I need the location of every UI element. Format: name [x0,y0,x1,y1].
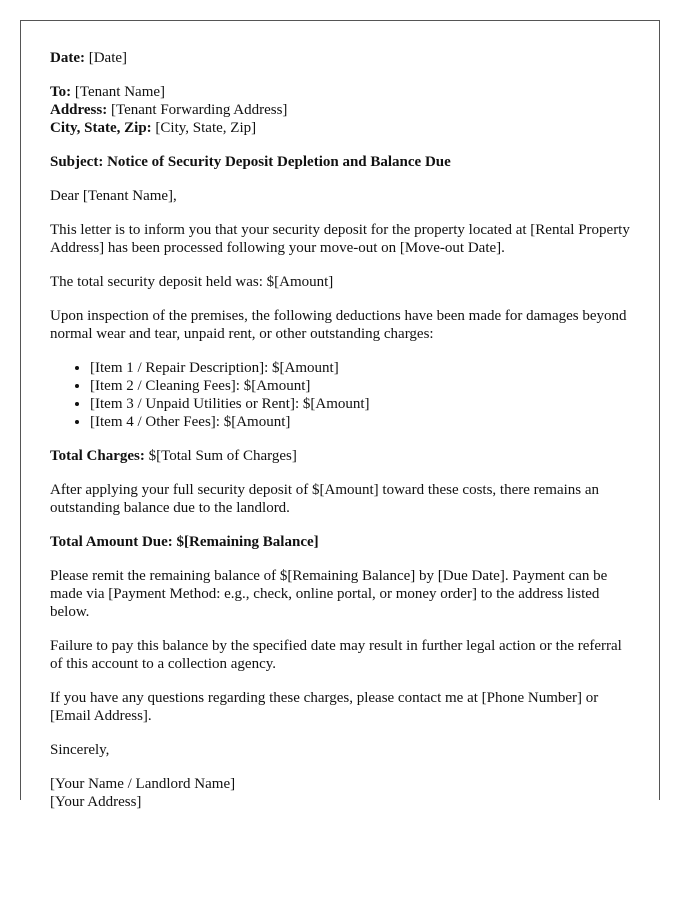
recipient-to-label: To: [50,84,72,100]
recipient-address-value: [Tenant Forwarding Address] [110,102,288,118]
date-line [50,49,635,67]
recipient-city-label: City, State, Zip: [50,120,152,136]
signature-name: [Your Name / Landlord Name] [50,776,236,792]
total-due-text: Total Amount Due: $[Remaining Balance] [50,534,319,550]
subject-line [50,153,635,171]
recipient-city-value: [City, State, Zip] [155,120,257,136]
remit-paragraph: Please remit the remaining balance of $[Remaining Balance] by [Due Date]. Payment can be made via [Payment Method: e.g., check, online portal, or money order] to the address listed below. [50,568,608,620]
intro-paragraph: This letter is to inform you that your security deposit for the property located at [Rental Property Address] has been processed following your move-out on [Move-out Date]. [50,222,630,256]
recipient-address-label: Address: [50,102,108,118]
letter-body [50,49,635,827]
total-charges-label: Total Charges: [50,448,145,464]
closing: Sincerely, [50,742,110,758]
total-charges-line [50,447,635,465]
signature-block [50,775,635,811]
list-item: • [Item 3 / Unpaid Utilities or Rent]: $[Amount] [90,395,635,413]
questions-paragraph: If you have any questions regarding these charges, please contact me at [Phone Number] or [Email Address]. [50,690,599,724]
after-applying-paragraph: After applying your full security deposit of $[Amount] toward these costs, there remains an outstanding balance due to the landlord. [50,482,600,516]
total-due-line [50,533,635,551]
recipient-city-line [50,119,635,137]
list-item: • [Item 4 / Other Fees]: $[Amount] [90,413,635,431]
recipient-to-line [50,83,635,101]
total-charges-value: $[Total Sum of Charges] [148,448,297,464]
deductions-list [50,359,635,431]
signature-address: [Your Address] [50,794,142,810]
date-value: [Date] [88,50,128,66]
list-item: • [Item 1 / Repair Description]: $[Amount] [90,359,635,377]
recipient-block [50,83,635,137]
subject-text: Subject: Notice of Security Deposit Depletion and Balance Due [50,154,451,170]
failure-paragraph: Failure to pay this balance by the specified date may result in further legal action or the referral of this account to a collection agency. [50,638,622,672]
deductions-intro-paragraph: Upon inspection of the premises, the following deductions have been made for damages beyond normal wear and tear, unpaid rent, or other outstanding charges: [50,308,627,342]
salutation: Dear [Tenant Name], [50,188,177,204]
letter-page [20,20,660,810]
recipient-to-value: [Tenant Name] [74,84,166,100]
list-item: • [Item 2 / Cleaning Fees]: $[Amount] [90,377,635,395]
recipient-address-line [50,101,635,119]
date-label: Date: [50,50,85,66]
deposit-held-paragraph: The total security deposit held was: $[Amount] [50,274,334,290]
